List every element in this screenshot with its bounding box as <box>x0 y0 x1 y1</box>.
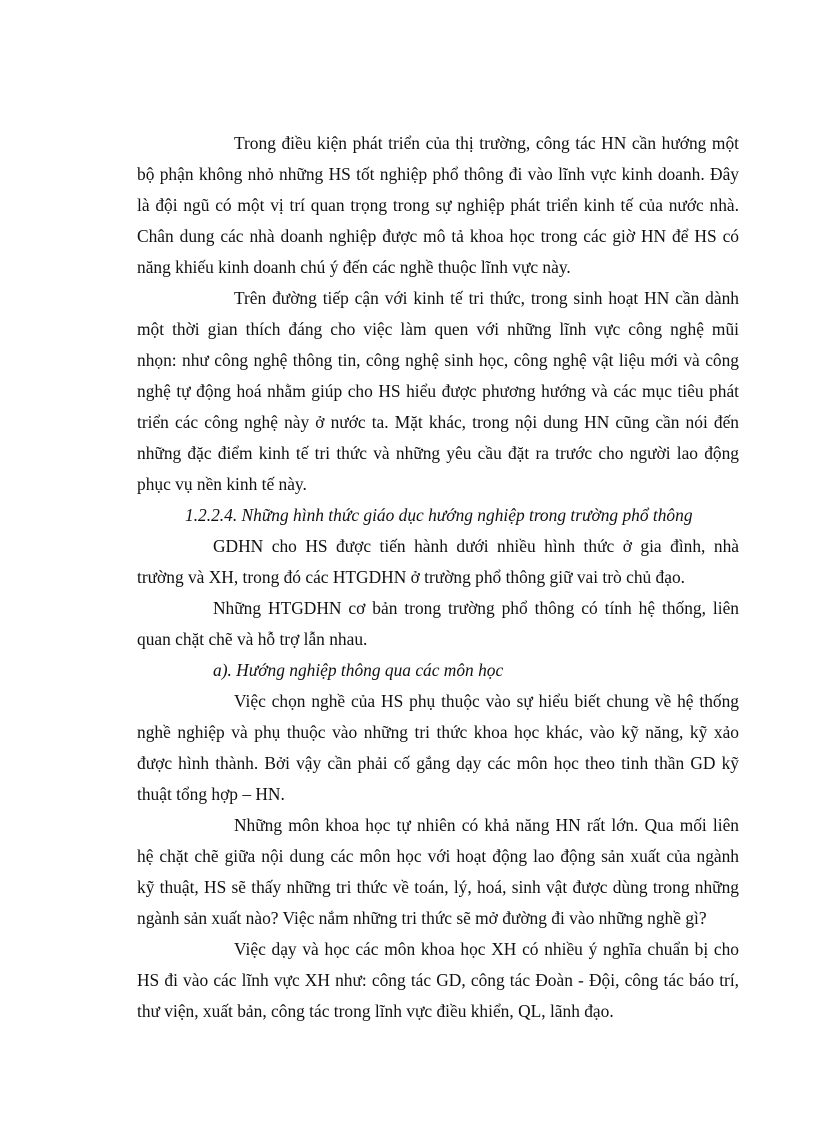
paragraph-line: triển các công nghệ này ở nước ta. Mặt khác, trong nội dung HN cũng cần nói đến <box>137 412 739 432</box>
paragraph-line: Những HTGDHN cơ bản trong trường phổ thông có tính hệ thống, liên <box>213 598 739 618</box>
paragraph-line: HS đi vào các lĩnh vực XH như: công tác GD, công tác Đoàn - Đội, công tác báo trí, <box>137 970 739 990</box>
paragraph-line: kỹ thuật, HS sẽ thấy những tri thức về toán, lý, hoá, sinh vật được dùng trong những <box>137 877 739 897</box>
paragraph-line: phục vụ nền kinh tế này. <box>137 474 307 494</box>
paragraph-line: một thời gian thích đáng cho việc làm quen với những lĩnh vực công nghệ mũi <box>137 319 739 339</box>
paragraph-line: ngành sản xuất nào? Việc nắm những tri thức sẽ mở đường đi vào những nghề gì? <box>137 908 707 928</box>
paragraph-line: những đặc điểm kinh tế tri thức và những yêu cầu đặt ra trước cho người lao động <box>137 443 739 463</box>
paragraph-line: nhọn: như công nghệ thông tin, công nghệ sinh học, công nghệ vật liệu mới và công <box>137 350 739 370</box>
paragraph-line: Trong điều kiện phát triển của thị trường, công tác HN cần hướng một <box>234 133 739 153</box>
paragraph-line: Việc chọn nghề của HS phụ thuộc vào sự hiểu biết chung về hệ thống <box>234 691 739 711</box>
paragraph-line: là đội ngũ có một vị trí quan trọng trong sự nghiệp phát triển kinh tế của nước nhà. <box>137 195 739 215</box>
paragraph-line: trường và XH, trong đó các HTGDHN ở trường phổ thông giữ vai trò chủ đạo. <box>137 567 686 587</box>
subsection-heading: a). Hướng nghiệp thông qua các môn học <box>213 660 504 680</box>
paragraph-line: bộ phận không nhỏ những HS tốt nghiệp phổ thông đi vào lĩnh vực kinh doanh. Đây <box>137 164 739 184</box>
paragraph-line: Chân dung các nhà doanh nghiệp được mô tả khoa học trong các giờ HN để HS có <box>137 226 739 246</box>
paragraph-line: nghề nghiệp và phụ thuộc vào những tri thức khoa học khác, vào kỹ năng, kỹ xảo <box>137 722 739 742</box>
paragraph-line: được hình thành. Bởi vậy cần phải cố gắng dạy các môn học theo tinh thần GD kỹ <box>137 753 739 773</box>
paragraph-line: Những môn khoa học tự nhiên có khả năng HN rất lớn. Qua mối liên <box>234 815 739 835</box>
paragraph-line: hệ chặt chẽ giữa nội dung các môn học với hoạt động lao động sản xuất của ngành <box>137 846 739 866</box>
paragraph-line: thuật tổng hợp – HN. <box>137 784 285 804</box>
paragraph-line: quan chặt chẽ và hỗ trợ lẫn nhau. <box>137 629 368 649</box>
paragraph-line: GDHN cho HS được tiến hành dưới nhiều hình thức ở gia đình, nhà <box>213 536 739 556</box>
paragraph-line: Việc dạy và học các môn khoa học XH có nhiều ý nghĩa chuẩn bị cho <box>234 939 739 959</box>
paragraph-line: Trên đường tiếp cận với kinh tế tri thức, trong sinh hoạt HN cần dành <box>234 288 739 308</box>
paragraph-line: thư viện, xuất bản, công tác trong lĩnh vực điều khiển, QL, lãnh đạo. <box>137 1001 614 1021</box>
paragraph-line: năng khiếu kinh doanh chú ý đến các nghề thuộc lĩnh vực này. <box>137 257 571 277</box>
paragraph-line: nghệ tự động hoá nhằm giúp cho HS hiểu được phương hướng và các mục tiêu phát <box>137 381 739 401</box>
section-heading: 1.2.2.4. Những hình thức giáo dục hướng nghiệp trong trường phổ thông <box>185 505 693 525</box>
